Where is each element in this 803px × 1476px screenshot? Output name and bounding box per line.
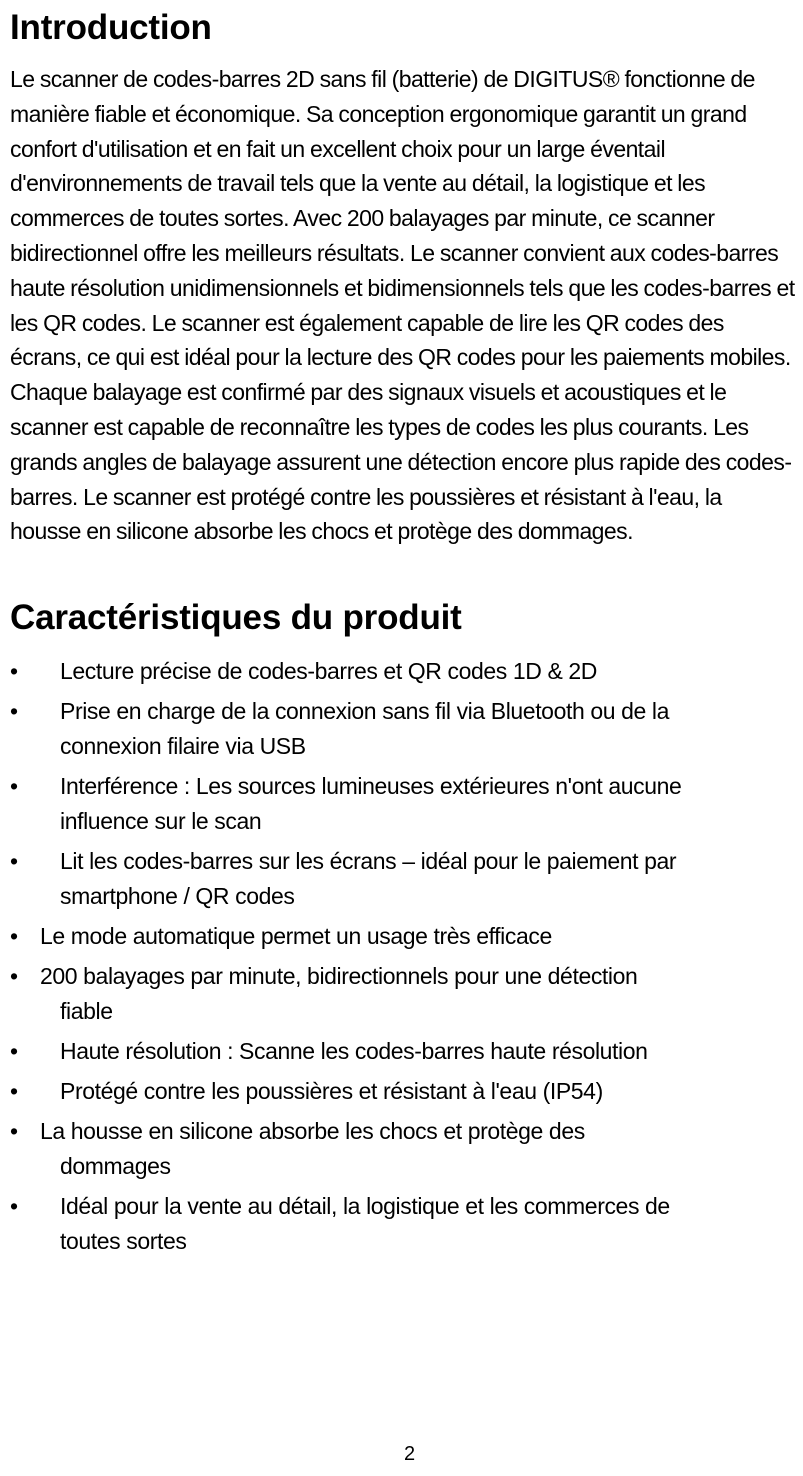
feature-item [10,959,800,1029]
feature-text: Lecture précise de codes-barres et QR codes 1D & 2D [60,658,597,685]
bullet-icon: • [10,1078,18,1105]
feature-text-continuation: toutes sortes [60,1228,187,1255]
feature-text: Haute résolution : Scanne les codes-barres haute résolution [60,1038,648,1065]
bullet-icon: • [10,1038,18,1065]
feature-text-continuation: smartphone / QR codes [60,883,295,910]
features-heading: Caractéristiques du produit [10,598,462,638]
feature-item [10,1189,800,1259]
bullet-icon: • [10,658,18,685]
features-list [10,654,800,1259]
feature-item [10,769,800,839]
bullet-icon: • [10,923,18,950]
bullet-icon: • [10,848,18,875]
feature-text: Protégé contre les poussières et résistant à l'eau (IP54) [60,1078,603,1105]
introduction-heading: Introduction [10,8,212,47]
bullet-icon: • [10,1193,18,1220]
page-number: 2 [403,1443,416,1465]
bullet-icon: • [10,963,18,990]
feature-item [10,844,800,914]
feature-text: Interférence : Les sources lumineuses extérieures n'ont aucune [60,773,682,800]
bullet-icon: • [10,698,18,725]
feature-text: La housse en silicone absorbe les chocs et protège des [40,1118,585,1145]
feature-item [10,1074,800,1109]
feature-item [10,1034,800,1069]
feature-text: Prise en charge de la connexion sans fil via Bluetooth ou de la [60,698,669,725]
feature-text: Le mode automatique permet un usage très efficace [40,923,552,950]
feature-item [10,1114,800,1184]
feature-text-continuation: dommages [60,1153,171,1180]
feature-text: 200 balayages par minute, bidirectionnels pour une détection [40,963,638,990]
feature-text: Lit les codes-barres sur les écrans – idéal pour le paiement par [60,848,677,875]
feature-text: Idéal pour la vente au détail, la logistique et les commerces de [60,1193,670,1220]
feature-item [10,654,800,689]
feature-item [10,694,800,764]
bullet-icon: • [10,1118,18,1145]
feature-item [10,919,800,954]
feature-text-continuation: influence sur le scan [60,808,262,835]
introduction-paragraph: Le scanner de codes-barres 2D sans fil (batterie) de DIGITUS® fonctionne de manière fiable et économique. Sa conception ergonomique garantit un grand confort d'utilisation et en fait un excellent choix pour un large éventail d'environnements de travail tels que la vente au détail, la logistique et les commerces de toutes sortes. Avec 200 balayages par minute, ce scanner bidirectionnel offre les meilleurs résultats. Le scanner convient aux codes-barres haute résolution unidimensionnels et bidimensionnels tels que les codes-barres et les QR codes. Le scanner est également capable de lire les QR codes des écrans, ce qui est idéal pour la lecture des QR codes pour les paiements mobiles. Chaque balayage est confirmé par des signaux visuels et acoustiques et le scanner est capable de reconnaître les types de codes les plus courants. Les grands angles de balayage assurent une détection encore plus rapide des codes-barres. Le scanner est protégé contre les poussières et résistant à l'eau, la housse en silicone absorbe les chocs et protège des dommages. [10,66,795,545]
feature-text-continuation: fiable [60,998,113,1025]
bullet-icon: • [10,773,18,800]
feature-text-continuation: connexion filaire via USB [60,733,306,760]
document-page [10,0,800,1264]
